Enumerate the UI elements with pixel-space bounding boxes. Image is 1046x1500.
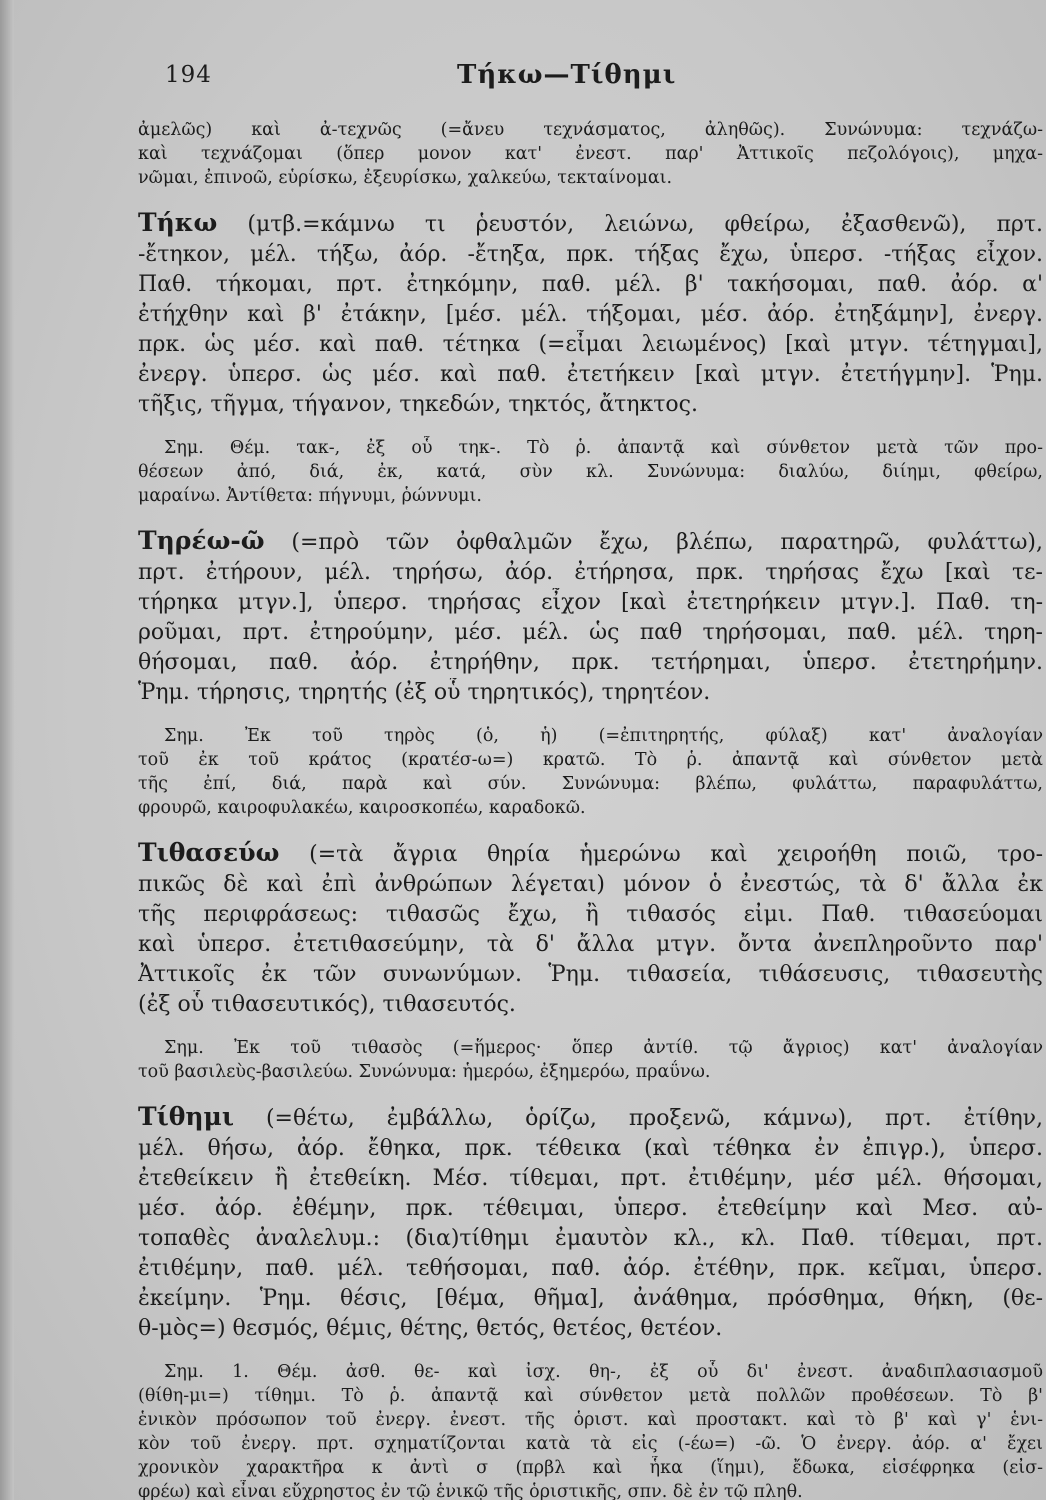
note-block	[138, 724, 1043, 820]
entry-first-line	[138, 526, 1043, 558]
text-line: ἐκείμην. Ῥημ. θέσις, [θέμα, θῆμα], ἀνάθημα, πρόσθημα, θήκη, (θε-	[138, 1286, 1043, 1311]
text-line: τῆς ἐπί, διά, παρὰ καὶ σύν. Συνώνυμα: βλέπω, φυλάττω, παραφυλάττω,	[138, 774, 1043, 794]
entry-first-line	[138, 208, 1043, 240]
text-line: μέσ. ἀόρ. ἐθέμην, πρκ. τέθειμαι, ὑπερσ. ἐτεθείμην καὶ Μεσ. αὐ-	[138, 1196, 1043, 1221]
note-block	[138, 1036, 1043, 1084]
text-segment: (=τὰ ἄγρια θηρία ἡμερώνω καὶ χειροήθη ποιῶ, τρο-	[279, 842, 1043, 867]
text-line: μέλ. θήσω, ἀόρ. ἔθηκα, πρκ. τέθεικα (καὶ τέθηκα ἐν ἐπιγρ.), ὑπερσ.	[138, 1136, 1043, 1161]
text-line: φρέω) καὶ εἶναι εὔχρηστος ἐν τῷ ἑνικῷ τῆς ὁριστικῆς, σπν. δὲ ἐν τῷ πληθ.	[138, 1482, 803, 1500]
entry-headword: Τιθασεύω	[138, 838, 280, 867]
text-line: Ῥημ. τήρησις, τηρητής (ἐξ οὗ τηρητικός), τηρητέον.	[138, 680, 711, 705]
entry-headword: Τίθημι	[138, 1102, 234, 1131]
running-head: Τήκω—Τίθημι	[457, 60, 677, 90]
text-segment: (=θέτω, ἐμβάλλω, ὁρίζω, προξενῶ, κάμνω), πρτ. ἐτίθην,	[233, 1106, 1043, 1131]
entry-block	[138, 1102, 1043, 1344]
text-line: Παθ. τήκομαι, πρτ. ἐτηκόμην, παθ. μέλ. β' τακήσομαι, παθ. ἀόρ. α'	[138, 272, 1043, 297]
text-line: θ-μὸς=) θεσμός, θέμις, θέτης, θετός, θετέος, θετέον.	[138, 1316, 723, 1341]
text-line: τοπαθὲς ἀναλελυμ.: (δια)τίθημι ἐμαυτὸν κλ., κλ. Παθ. τίθεμαι, πρτ.	[138, 1226, 1043, 1251]
text-line: κὸν τοῦ ἐνεργ. πρτ. σχηματίζονται κατὰ τὰ εἰς (-έω=) -ῶ. Ὁ ἐνεργ. ἀόρ. α' ἔχει	[138, 1434, 1043, 1454]
entry-block	[138, 208, 1043, 420]
text-line: (ἐξ οὗ τιθασευτικός), τιθασευτός.	[138, 992, 516, 1017]
text-line: τήρηκα μτγν.], ὑπερσ. τηρήσας εἶχον [καὶ ἐτετηρήκειν μτγν.]. Παθ. τη-	[138, 590, 1043, 615]
text-segment: (μτβ.=κάμνω τι ῥευστόν, λειώνω, φθείρω, ἐξασθενῶ), πρτ.	[217, 212, 1043, 237]
text-line: Ἀττικοῖς ἐκ τῶν συνωνύμων. Ῥημ. τιθασεία, τιθάσευσις, τιθασευτὴς	[138, 962, 1043, 987]
text-line: ἑνικὸν πρόσωπον τοῦ ἐνεργ. ἐνεστ. τῆς ὁριστ. καὶ προστακτ. καὶ τὸ β' καὶ γ' ἑνι-	[138, 1410, 1043, 1430]
text-line: ροῦμαι, πρτ. ἐτηρούμην, μέσ. μέλ. ὡς παθ τηρήσομαι, παθ. μέλ. τηρη-	[138, 620, 1043, 645]
text-line: μαραίνω. Ἀντίθετα: πήγνυμι, ῥώννυμι.	[138, 486, 482, 506]
entry-first-line	[138, 1102, 1043, 1134]
page-content	[138, 118, 1043, 1500]
text-line: (θίθη-μι=) τίθημι. Τὸ ῥ. ἀπαντᾷ καὶ σύνθετον μετὰ πολλῶν προθέσεων. Τὸ β'	[138, 1386, 1043, 1406]
text-line: ἀμελῶς) καὶ ἀ-τεχνῶς (=ἄνευ τεχνάσματος, ἀληθῶς). Συνώνυμα: τεχνάζω-	[138, 120, 1043, 140]
text-line: ἐτήχθην καὶ β' ἐτάκην, [μέσ. μέλ. τήξομαι, μέσ. ἀόρ. ἐτηξάμην], ἐνεργ.	[138, 302, 1043, 327]
text-line: τῆς περιφράσεως: τιθασῶς ἔχω, ἢ τιθασός εἰμι. Παθ. τιθασεύομαι	[138, 902, 1043, 927]
text-line: καὶ τεχνάζομαι (ὅπερ μονον κατ' ἐνεστ. παρ' Ἀττικοῖς πεζολόγοις), μηχα-	[138, 144, 1043, 164]
text-line: πρκ. ὡς μέσ. καὶ παθ. τέτηκα (=εἶμαι λειωμένος) [καὶ μτγν. τέτηγμαι],	[138, 332, 1043, 357]
text-segment: (=πρὸ τῶν ὀφθαλμῶν ἔχω, βλέπω, παρατηρῶ, φυλάττω),	[264, 530, 1043, 555]
entry-headword: Τήκω	[138, 208, 218, 237]
text-line: χρονικὸν χαρακτῆρα κ ἀντὶ σ (πρβλ καὶ ἧκα (ἵημι), ἔδωκα, εἰσέφρηκα (εἰσ-	[138, 1458, 1043, 1478]
text-line: φρουρῶ, καιροφυλακέω, καιροσκοπέω, καραδοκῶ.	[138, 798, 586, 818]
page-header	[165, 62, 956, 102]
text-line: θέσεων ἀπό, διά, ἐκ, κατά, σὺν κλ. Συνώνυμα: διαλύω, διίημι, φθείρω,	[138, 462, 1043, 482]
text-line: Σημ. Ἐκ τοῦ τηρὸς (ὁ, ἡ) (=ἐπιτηρητής, φύλαξ) κατ' ἀναλογίαν	[164, 726, 1043, 746]
text-line: τῆξις, τῆγμα, τήγανον, τηκεδών, τηκτός, ἄτηκτος.	[138, 392, 698, 417]
text-line: πρτ. ἐτήρουν, μέλ. τηρήσω, ἀόρ. ἐτήρησα, πρκ. τηρήσας ἔχω [καὶ τε-	[138, 560, 1043, 585]
text-line: τοῦ ἐκ τοῦ κράτος (κρατέσ-ω=) κρατῶ. Τὸ ῥ. ἀπαντᾷ καὶ σύνθετον μετὰ	[138, 750, 1043, 770]
entry-first-line	[138, 838, 1043, 870]
text-line: Σημ. 1. Θέμ. ἀσθ. θε- καὶ ἰσχ. θη-, ἐξ οὗ δι' ἐνεστ. ἀναδιπλασιασμοῦ	[164, 1362, 1043, 1382]
text-line: ἐνεργ. ὑπερσ. ὡς μέσ. καὶ παθ. ἐτετήκειν [καὶ μτγν. ἐτετήγμην]. Ῥημ.	[138, 362, 1043, 387]
text-line: ἐτιθέμην, παθ. μέλ. τεθήσομαι, παθ. ἀόρ. ἐτέθην, πρκ. κεῖμαι, ὑπερσ.	[138, 1256, 1043, 1281]
entry-block	[138, 526, 1043, 708]
text-line: τοῦ βασιλεὺς-βασιλεύω. Συνώνυμα: ἡμερόω, ἐξημερόω, πραΰνω.	[138, 1062, 711, 1082]
note-block	[138, 118, 1043, 190]
text-line: ἐτεθείκειν ἢ ἐτεθείκη. Μέσ. τίθεμαι, πρτ. ἐτιθέμην, μέσ μέλ. θήσομαι,	[138, 1166, 1043, 1191]
entry-block	[138, 838, 1043, 1020]
note-block	[138, 436, 1043, 508]
text-line: Σημ. Θέμ. τακ-, ἐξ οὗ τηκ-. Τὸ ῥ. ἀπαντᾷ καὶ σύνθετον μετὰ τῶν προ-	[164, 438, 1043, 458]
entry-headword: Τηρέω-ῶ	[138, 526, 265, 555]
text-line: -ἔτηκον, μέλ. τήξω, ἀόρ. -ἔτηξα, πρκ. τήξας ἔχω, ὑπερσ. -τήξας εἶχον.	[138, 242, 1043, 267]
page-number: 194	[165, 62, 212, 88]
text-line: θήσομαι, παθ. ἀόρ. ἐτηρήθην, πρκ. τετήρημαι, ὑπερσ. ἐτετηρήμην.	[138, 650, 1043, 675]
text-line: πικῶς δὲ καὶ ἐπὶ ἀνθρώπων λέγεται) μόνον ὁ ἐνεστώς, τὰ δ' ἄλλα ἐκ	[138, 872, 1043, 897]
text-line: καὶ ὑπερσ. ἐτετιθασεύμην, τὰ δ' ἄλλα μτγν. ὄντα ἀνεπληροῦντο παρ'	[138, 932, 1043, 957]
note-block	[138, 1360, 1043, 1500]
binding-edge	[0, 0, 14, 1500]
text-line: Σημ. Ἐκ τοῦ τιθασὸς (=ἥμερος· ὅπερ ἀντίθ. τῷ ἄγριος) κατ' ἀναλογίαν	[164, 1038, 1043, 1058]
text-line: νῶμαι, ἐπινοῶ, εὑρίσκω, ἐξευρίσκω, χαλκεύω, τεκταίνομαι.	[138, 168, 673, 188]
